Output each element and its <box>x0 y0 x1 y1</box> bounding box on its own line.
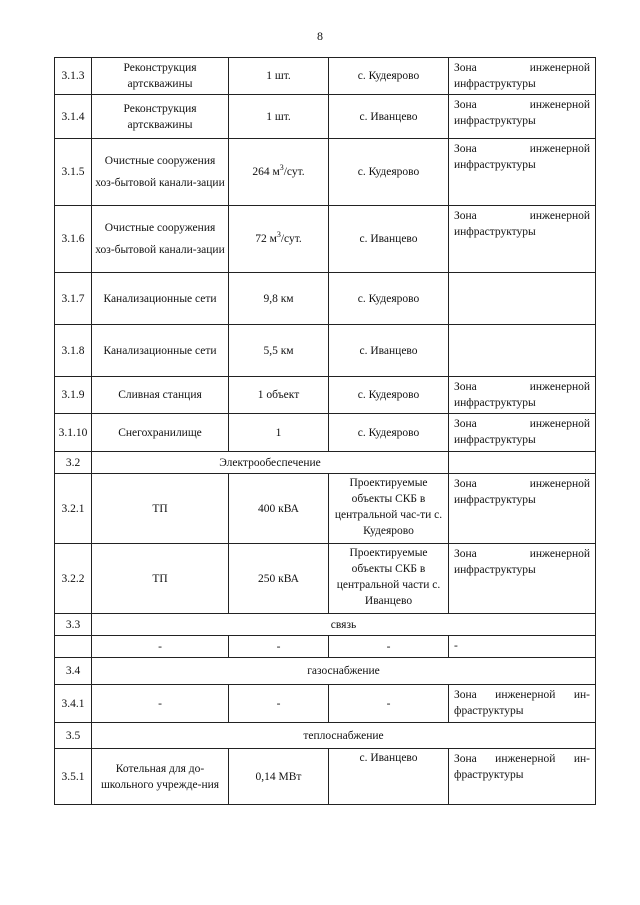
object-zone: Зона инженерной инфраструктуры <box>449 474 596 544</box>
object-name: - <box>92 636 229 658</box>
object-location: с. Кудеярово <box>329 414 449 452</box>
object-name: Снегохранилище <box>92 414 229 452</box>
object-location: с. Иванцево <box>329 749 449 805</box>
object-capacity: 1 шт. <box>229 58 329 95</box>
object-name: ТП <box>92 544 229 614</box>
object-capacity: 1 шт. <box>229 95 329 139</box>
capacity-exponent: 3 <box>276 230 281 240</box>
infrastructure-table <box>54 57 596 805</box>
row-number <box>55 636 92 658</box>
object-location: с. Иванцево <box>329 95 449 139</box>
object-zone <box>449 273 596 325</box>
object-capacity: 0,14 МВт <box>229 749 329 805</box>
object-zone: Зона инженерной ин-фраструктуры <box>449 685 596 723</box>
table-row <box>55 685 596 723</box>
table-row <box>55 377 596 414</box>
row-number: 3.1.8 <box>55 325 92 377</box>
object-zone: - <box>449 636 596 658</box>
section-number: 3.5 <box>55 723 92 749</box>
object-location: с. Кудеярово <box>329 377 449 414</box>
section-number: 3.4 <box>55 658 92 685</box>
object-capacity: 5,5 км <box>229 325 329 377</box>
object-name: Канализационные сети <box>92 273 229 325</box>
object-name: Сливная станция <box>92 377 229 414</box>
row-number: 3.4.1 <box>55 685 92 723</box>
table-row <box>55 58 596 95</box>
empty-cell <box>449 452 596 474</box>
table-row <box>55 139 596 206</box>
object-location: - <box>329 636 449 658</box>
section-title: Электрообеспечение <box>92 452 449 474</box>
object-location: с. Иванцево <box>329 325 449 377</box>
page-number: 8 <box>317 29 323 43</box>
capacity-unit: /сут. <box>280 233 302 245</box>
section-row <box>55 658 596 685</box>
object-capacity: - <box>229 685 329 723</box>
object-name: Канализационные сети <box>92 325 229 377</box>
object-capacity: 1 объект <box>229 377 329 414</box>
table-row <box>55 325 596 377</box>
object-name: ТП <box>92 474 229 544</box>
row-number: 3.1.5 <box>55 139 92 206</box>
row-number: 3.2.2 <box>55 544 92 614</box>
capacity-unit: /сут. <box>283 166 305 178</box>
object-zone: Зона инженерной ин-фраструктуры <box>449 749 596 805</box>
row-number: 3.1.3 <box>55 58 92 95</box>
table-row <box>55 414 596 452</box>
capacity-value: 264 м <box>252 166 280 178</box>
object-location: с. Иванцево <box>329 206 449 273</box>
row-number: 3.1.4 <box>55 95 92 139</box>
row-number: 3.1.10 <box>55 414 92 452</box>
capacity-value: 72 м <box>255 233 277 245</box>
object-location: - <box>329 685 449 723</box>
object-zone: Зона инженерной инфраструктуры <box>449 206 596 273</box>
section-number: 3.2 <box>55 452 92 474</box>
section-row <box>55 723 596 749</box>
section-row <box>55 614 596 636</box>
row-number: 3.2.1 <box>55 474 92 544</box>
table-row <box>55 544 596 614</box>
capacity-exponent: 3 <box>279 163 284 173</box>
object-location: Проектируемые объекты СКБ в центральной части с. Иванцево <box>329 544 449 614</box>
object-name: Очистные сооружения хоз-бытовой канали-зации <box>92 206 229 273</box>
object-zone: Зона инженерной инфраструктуры <box>449 58 596 95</box>
row-number: 3.1.9 <box>55 377 92 414</box>
object-location: с. Кудеярово <box>329 58 449 95</box>
object-capacity: - <box>229 636 329 658</box>
object-name: Реконструкция артскважины <box>92 58 229 95</box>
object-capacity: 1 <box>229 414 329 452</box>
row-number: 3.5.1 <box>55 749 92 805</box>
object-capacity <box>229 206 329 273</box>
table-row <box>55 636 596 658</box>
section-title: газоснабжение <box>92 658 596 685</box>
section-title: связь <box>92 614 596 636</box>
object-zone: Зона инженерной инфраструктуры <box>449 95 596 139</box>
object-zone: Зона инженерной инфраструктуры <box>449 544 596 614</box>
object-zone: Зона инженерной инфраструктуры <box>449 139 596 206</box>
table-row <box>55 474 596 544</box>
row-number: 3.1.6 <box>55 206 92 273</box>
table-row <box>55 749 596 805</box>
object-location: с. Кудеярово <box>329 139 449 206</box>
object-location: с. Кудеярово <box>329 273 449 325</box>
section-number: 3.3 <box>55 614 92 636</box>
object-location: Проектируемые объекты СКБ в центральной час-ти с. Кудеярово <box>329 474 449 544</box>
section-title: теплоснабжение <box>92 723 596 749</box>
section-row <box>55 452 596 474</box>
object-zone <box>449 325 596 377</box>
table-row <box>55 206 596 273</box>
object-name: - <box>92 685 229 723</box>
object-name: Котельная для до-школьного учрежде-ния <box>92 749 229 805</box>
table-row <box>55 95 596 139</box>
object-capacity: 250 кВА <box>229 544 329 614</box>
object-capacity: 400 кВА <box>229 474 329 544</box>
object-zone: Зона инженерной инфраструктуры <box>449 414 596 452</box>
table-row <box>55 273 596 325</box>
object-name: Очистные сооружения хоз-бытовой канали-зации <box>92 139 229 206</box>
object-capacity <box>229 139 329 206</box>
object-name: Реконструкция артскважины <box>92 95 229 139</box>
object-zone: Зона инженерной инфраструктуры <box>449 377 596 414</box>
object-capacity: 9,8 км <box>229 273 329 325</box>
row-number: 3.1.7 <box>55 273 92 325</box>
